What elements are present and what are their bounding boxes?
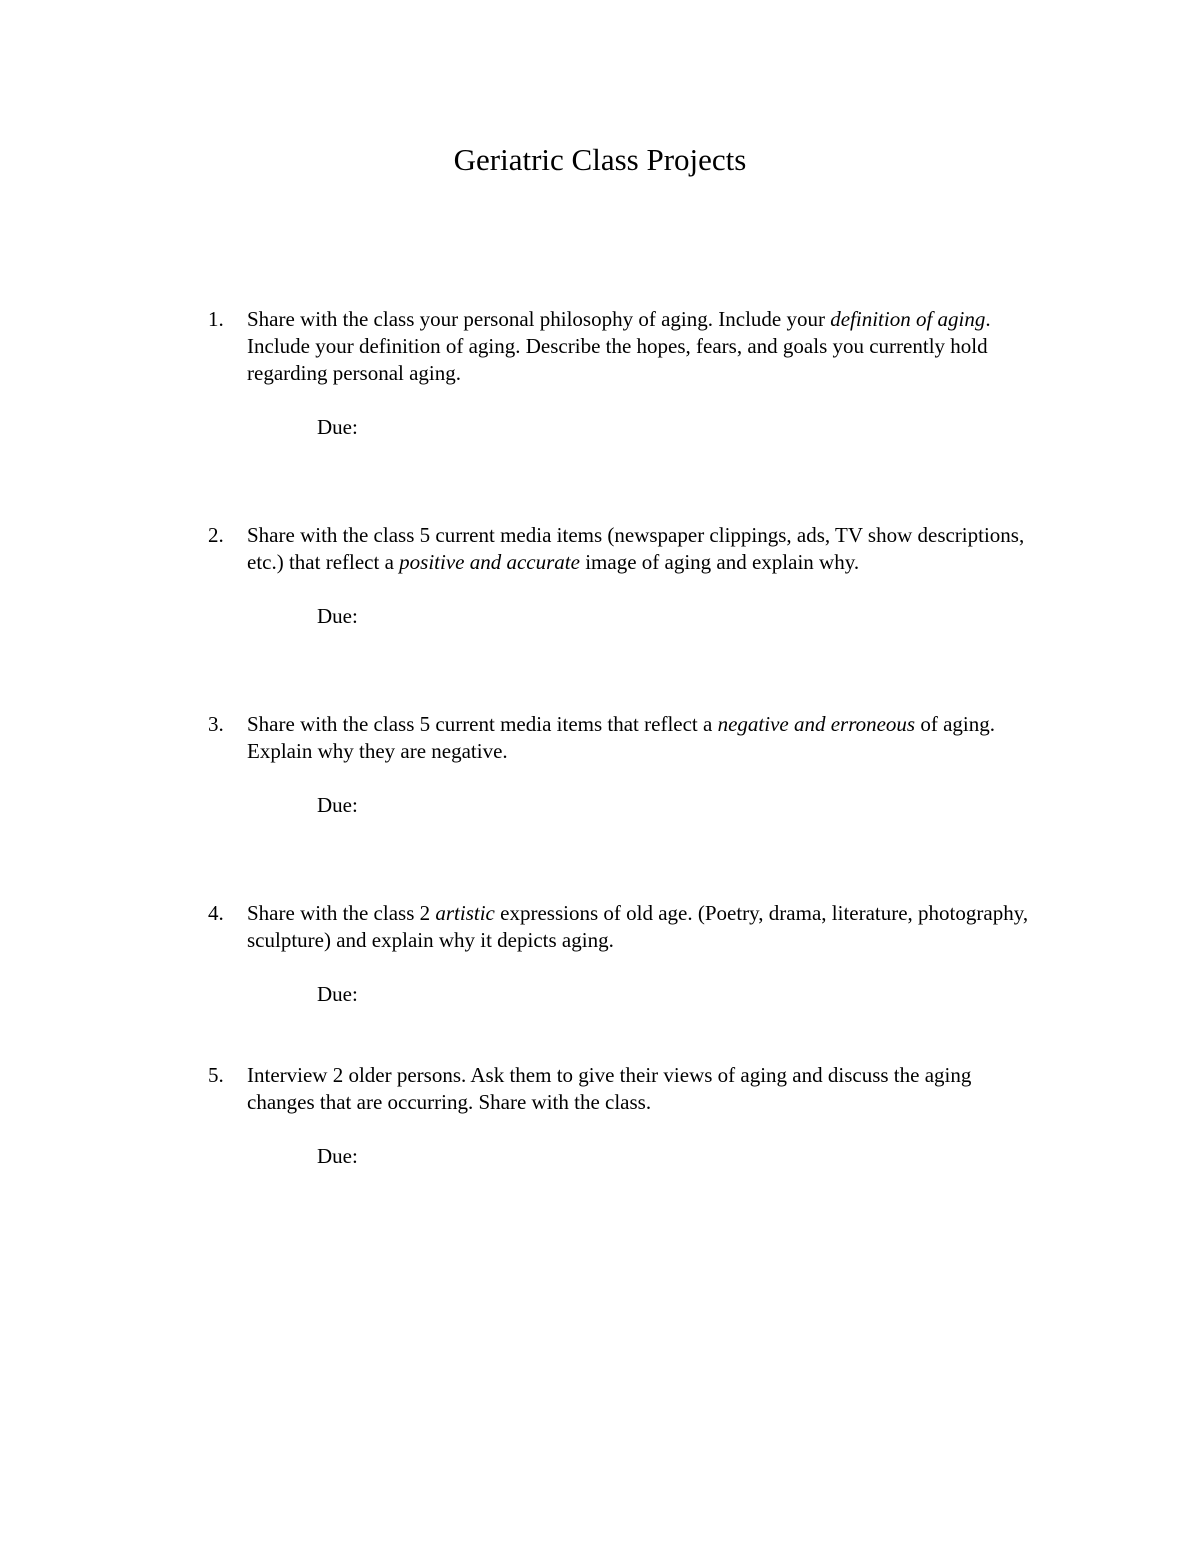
item-number: 1. [208, 307, 224, 331]
item-text-part: Share with the class your personal philosophy of aging. Include your [247, 307, 831, 331]
item-number: 3. [208, 712, 224, 736]
item-text [247, 900, 1038, 954]
project-item-4 [208, 900, 1038, 954]
item-text-part: Share with the class 2 [247, 901, 436, 925]
due-label-5: Due: [317, 1144, 358, 1168]
item-emphasis: artistic [435, 901, 495, 925]
document-title: Geriatric Class Projects [453, 142, 747, 177]
item-text [247, 1062, 1038, 1116]
item-text-part: . Include your definition of aging. Describe the hopes, fears, and goals you currently hold regarding personal aging. [247, 307, 991, 385]
item-number: 5. [208, 1063, 224, 1087]
project-item-3 [208, 711, 1038, 765]
due-label-4: Due: [317, 982, 358, 1006]
item-number: 2. [208, 523, 224, 547]
item-text-part: of aging. Explain why they are negative. [247, 712, 995, 763]
item-text-part: Interview 2 older persons. Ask them to give their views of aging and discuss the aging changes that are occurring. Share with the class. [247, 1063, 972, 1114]
item-text-part: image of aging and explain why. [579, 550, 860, 574]
item-text [247, 711, 1038, 765]
item-emphasis: definition of aging [830, 307, 986, 331]
item-text-part: Share with the class 5 current media items (newspaper clippings, ads, TV show descriptions, etc.) that reflect a [247, 523, 1025, 574]
item-text-part: Share with the class 5 current media items that reflect a [247, 712, 718, 736]
project-item-2 [208, 522, 1038, 576]
due-label-3: Due: [317, 793, 358, 817]
item-text-part: expressions of old age. (Poetry, drama, literature, photography, sculpture) and explain why it depicts aging. [247, 901, 1029, 952]
due-label-1: Due: [317, 415, 358, 439]
item-emphasis: negative and erroneous [717, 712, 916, 736]
item-emphasis: positive and accurate [399, 550, 580, 574]
item-number: 4. [208, 901, 224, 925]
project-item-1 [208, 306, 1038, 387]
project-item-5 [208, 1062, 1038, 1116]
item-text [247, 522, 1038, 576]
due-label-2: Due: [317, 604, 358, 628]
item-text [247, 306, 1038, 387]
